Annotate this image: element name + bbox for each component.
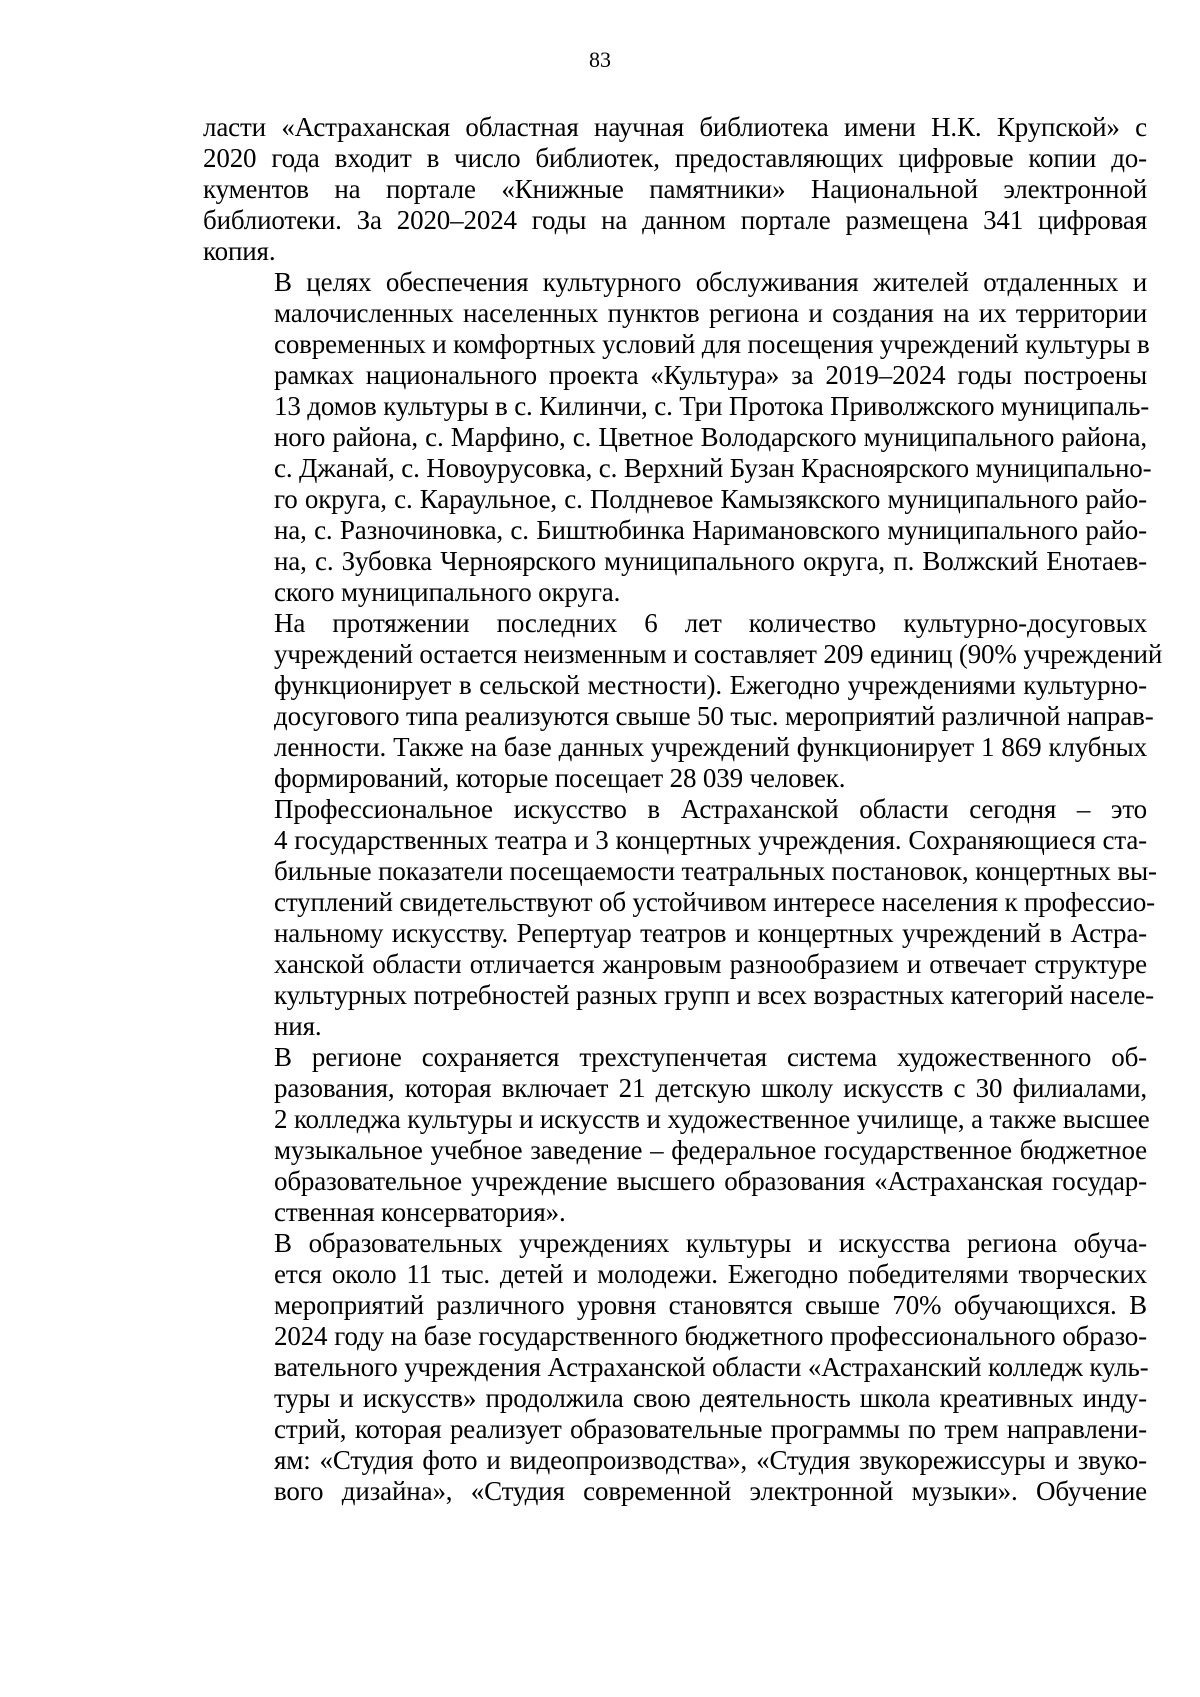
text-line: На протяжении последних 6 лет количество культурно-досуговых [274, 608, 1147, 638]
page-number: 83 [589, 47, 611, 72]
text-line: образовательное учреждение высшего образования «Астраханская государ- [274, 1166, 1147, 1196]
text-line: ния. [274, 1011, 322, 1041]
text-line: с. Джанай, с. Новоурусовка, с. Верхний Бузан Красноярского муниципально- [274, 453, 1152, 483]
text-line: 4 государственных театра и 3 концертных учреждения. Сохраняющиеся ста- [274, 825, 1147, 855]
text-line: ленности. Также на базе данных учреждений функционирует 1 869 клубных [274, 732, 1147, 762]
text-line: В образовательных учреждениях культуры и искусства региона обуча- [274, 1228, 1147, 1258]
text-line: малочисленных населенных пунктов региона и создания на их территории [274, 298, 1147, 328]
text-line: на, с. Разночиновка, с. Биштюбинка Наримановского муниципального райо- [274, 515, 1147, 545]
text-line: рамках национального проекта «Культура» за 2019–2024 годы построены [274, 360, 1147, 390]
text-line: функционирует в сельской местности). Ежегодно учреждениями культурно- [274, 670, 1147, 700]
text-line: бильные показатели посещаемости театральных постановок, концертных вы- [274, 856, 1157, 886]
paragraph-5 [203, 1042, 1150, 1228]
text-line: ственная консерватория». [274, 1197, 566, 1227]
text-line: вого дизайна», «Студия современной электронной музыки». Обучение [274, 1476, 1147, 1506]
paragraph-2 [203, 267, 1152, 608]
text-line: В регионе сохраняется трехступенчетая система художественного об- [274, 1042, 1147, 1072]
text-line: музыкальное учебное заведение – федеральное государственное бюджетное [274, 1135, 1147, 1165]
text-line: современных и комфортных условий для посещения учреждений культуры в [274, 329, 1150, 359]
text-line: учреждений остается неизменным и составляет 209 единиц (90% учреждений [274, 639, 1163, 669]
paragraph-4 [203, 794, 1157, 1042]
text-line: ского муниципального округа. [274, 577, 621, 607]
text-line: 2 колледжа культуры и искусств и художественное училище, а также высшее [274, 1104, 1150, 1134]
text-line: культурных потребностей разных групп и всех возрастных категорий населе- [274, 980, 1155, 1010]
text-line: нальному искусству. Репертуар театров и концертных учреждений в Астра- [274, 918, 1147, 948]
text-line: копия. [203, 236, 276, 266]
text-line: досугового типа реализуются свыше 50 тыс. мероприятий различной направ- [274, 701, 1154, 731]
text-line: разования, которая включает 21 детскую школу искусств с 30 филиалами, [274, 1073, 1147, 1103]
text-line: ханской области отличается жанровым разнообразием и отвечает структуре [274, 949, 1147, 979]
text-line: ласти «Астраханская областная научная библиотека имени Н.К. Крупской» с [203, 112, 1147, 142]
text-line: ного района, с. Марфино, с. Цветное Володарского муниципального района, [274, 422, 1147, 452]
text-line: формирований, которые посещает 28 039 человек. [274, 763, 846, 793]
text-line: стрий, которая реализует образовательные программы по трем направлени- [274, 1414, 1147, 1444]
paragraph-6 [203, 1228, 1147, 1507]
text-line: туры и искусств» продолжила свою деятельность школа креативных инду- [274, 1383, 1147, 1413]
text-line: В целях обеспечения культурного обслуживания жителей отдаленных и [274, 267, 1147, 297]
document-body [203, 112, 1163, 1507]
text-line: Профессиональное искусство в Астраханской области сегодня – это [274, 794, 1147, 824]
text-line: мероприятий различного уровня становятся свыше 70% обучающихся. В [274, 1290, 1147, 1320]
text-line: 2024 году на базе государственного бюджетного профессионального образо- [274, 1321, 1147, 1351]
text-line: го округа, с. Караульное, с. Полдневое Камызякского муниципального райо- [274, 484, 1147, 514]
text-line: 13 домов культуры в с. Килинчи, с. Три Протока Приволжского муниципаль- [274, 391, 1150, 421]
text-line: кументов на портале «Книжные памятники» Национальной электронной [203, 174, 1147, 204]
text-line: библиотеки. За 2020–2024 годы на данном портале размещена 341 цифровая [203, 205, 1147, 235]
text-line: 2020 года входит в число библиотек, предоставляющих цифровые копии до- [203, 143, 1147, 173]
text-line: вательного учреждения Астраханской области «Астраханский колледж куль- [274, 1352, 1149, 1382]
text-line: ступлений свидетельствуют об устойчивом интересе населения к профессио- [274, 887, 1156, 917]
text-line: на, с. Зубовка Черноярского муниципального округа, п. Волжский Енотаев- [274, 546, 1147, 576]
text-line: ется около 11 тыс. детей и молодежи. Ежегодно победителями творческих [274, 1259, 1147, 1289]
text-line: ям: «Студия фото и видеопроизводства», «Студия звукорежиссуры и звуко- [274, 1445, 1147, 1475]
paragraph-1 [203, 112, 1147, 267]
paragraph-3 [203, 608, 1163, 794]
